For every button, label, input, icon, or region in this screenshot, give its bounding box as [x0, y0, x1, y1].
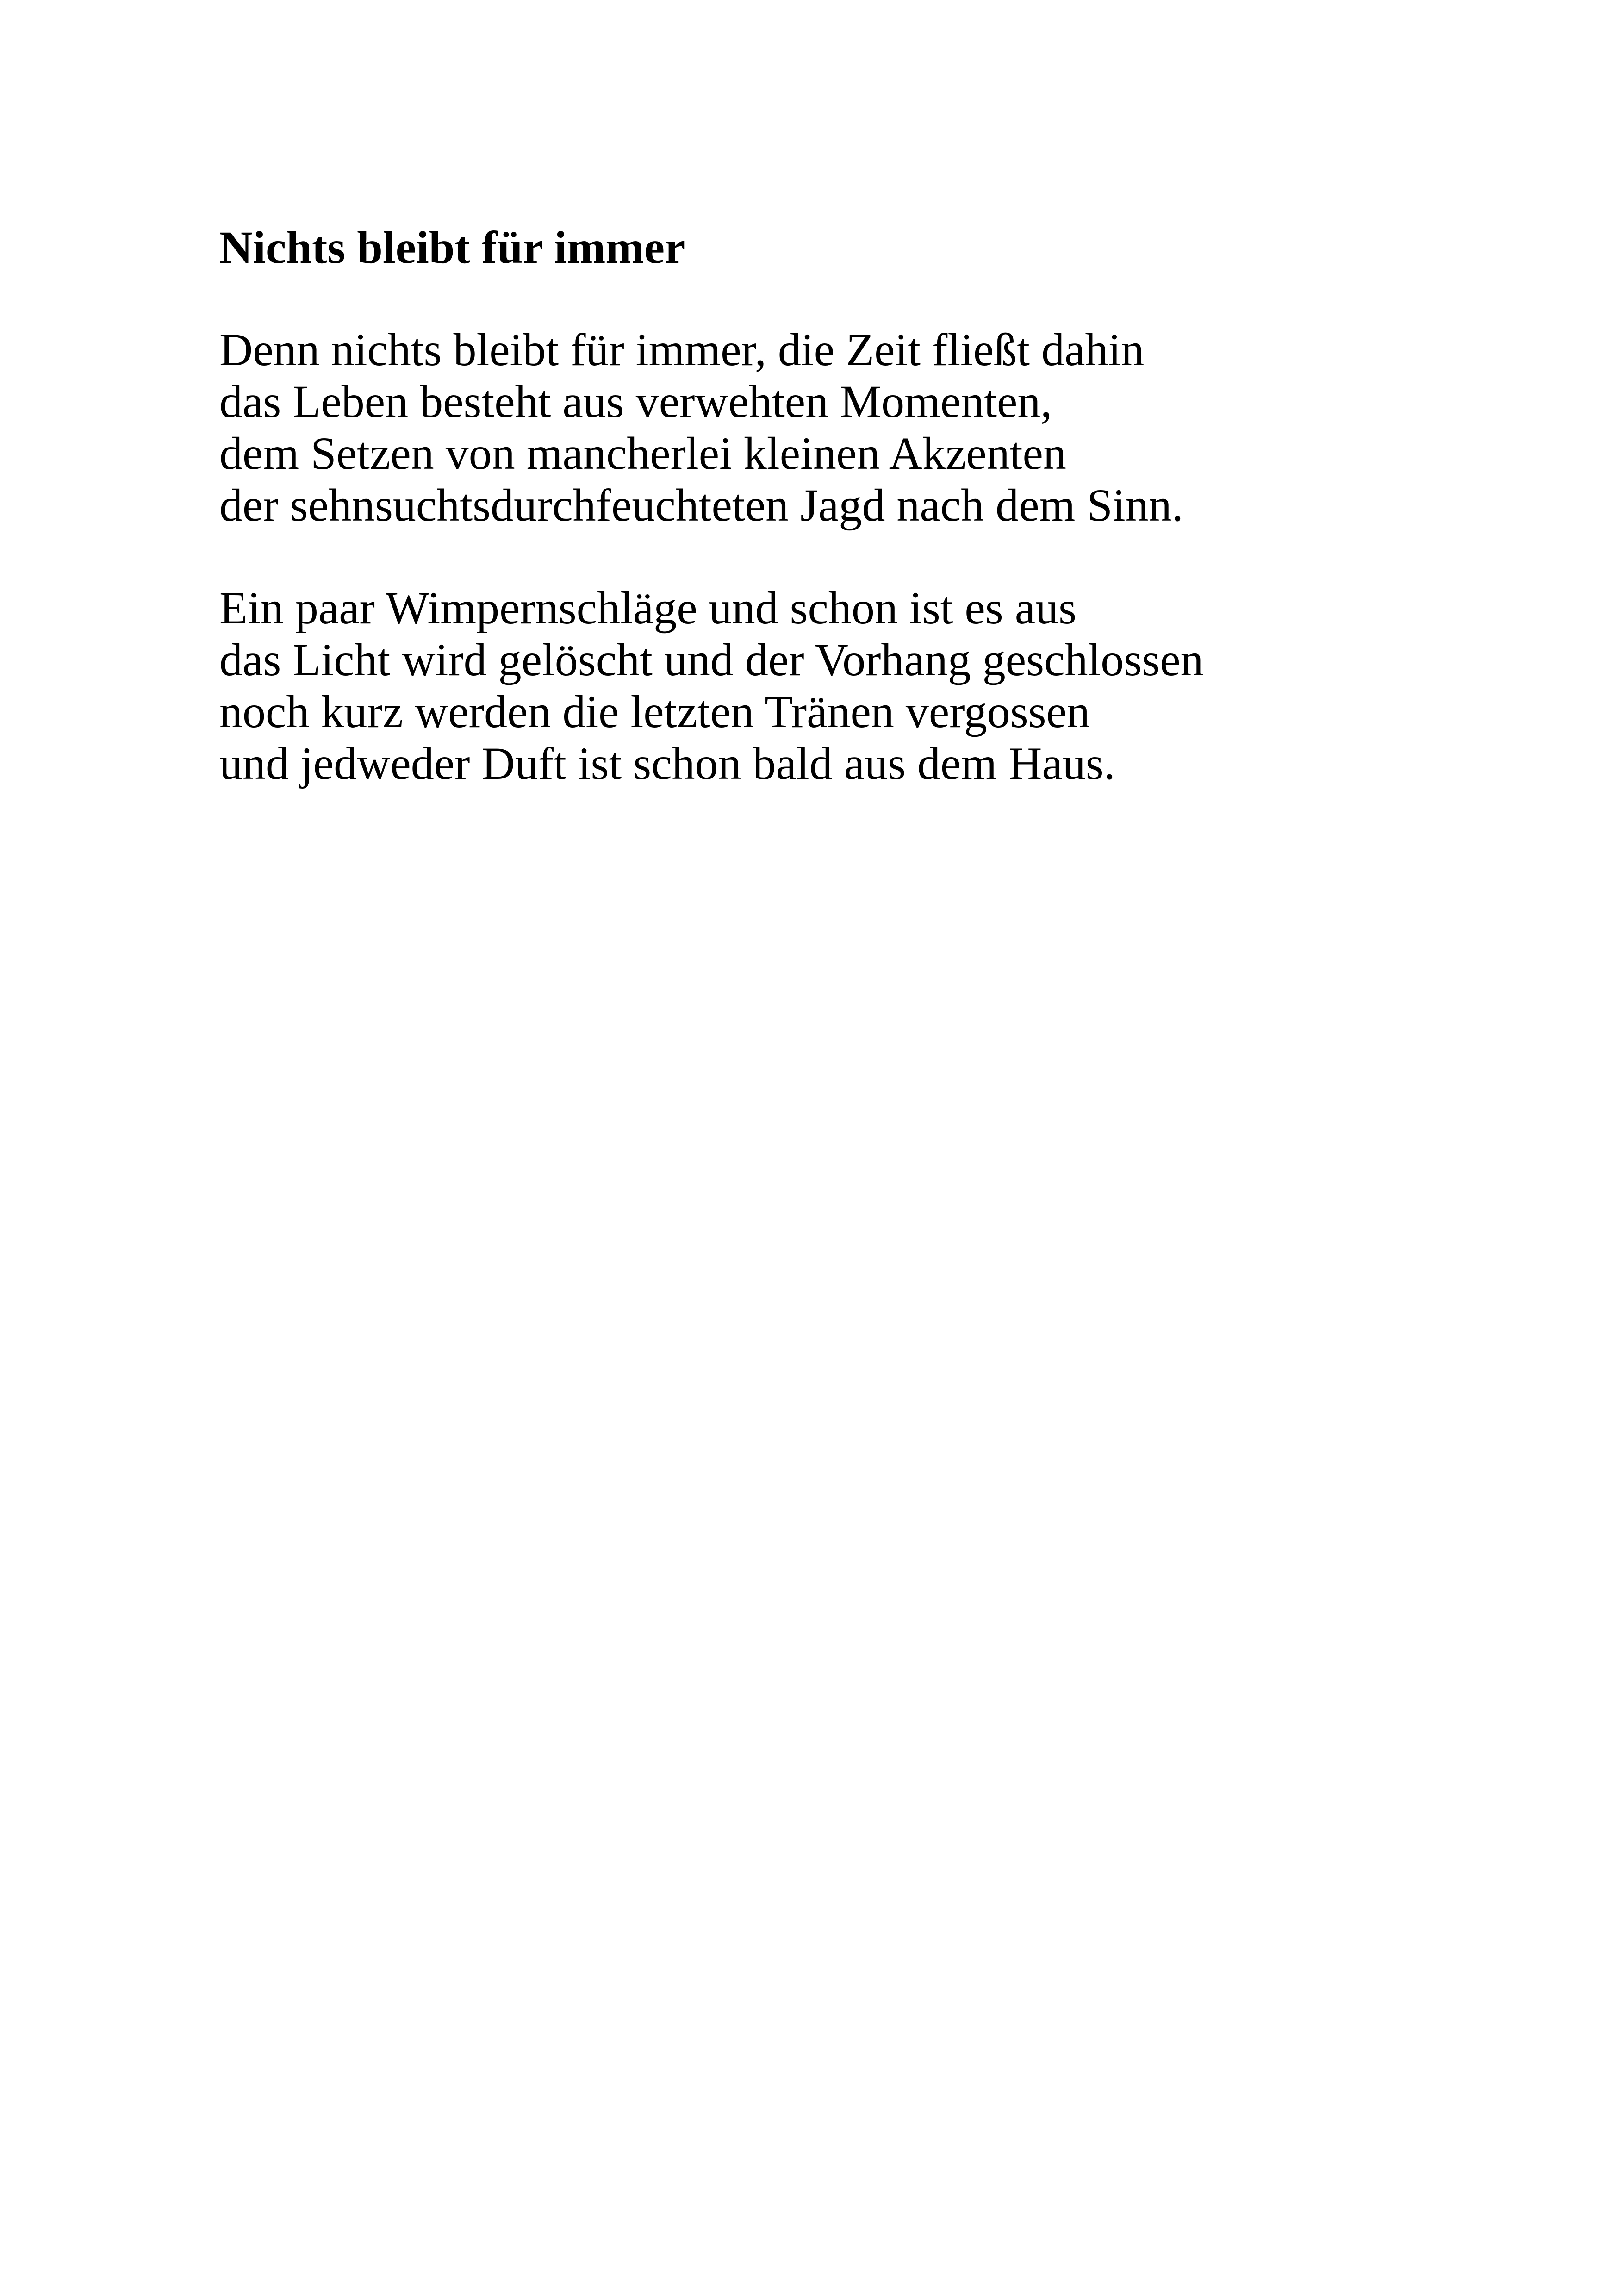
poem: [219, 218, 1515, 790]
poem-line: noch kurz werden die letzten Tränen vergossen: [219, 686, 1090, 737]
poem-line: dem Setzen von mancherlei kleinen Akzenten: [219, 428, 1066, 479]
poem-line: das Licht wird gelöscht und der Vorhang geschlossen: [219, 634, 1204, 685]
poem-title: Nichts bleibt für immer: [219, 222, 685, 273]
stanza-2: [219, 582, 1515, 790]
poem-line: der sehnsuchtsdurchfeuchteten Jagd nach dem Sinn.: [219, 479, 1183, 531]
poem-line: das Leben besteht aus verwehten Momenten,: [219, 376, 1052, 427]
poem-line: Denn nichts bleibt für immer, die Zeit fließt dahin: [219, 324, 1145, 375]
poem-line: und jedweder Duft ist schon bald aus dem Haus.: [219, 738, 1115, 789]
poem-line: Ein paar Wimpernschläge und schon ist es aus: [219, 582, 1077, 634]
stanza-1: [219, 324, 1515, 531]
